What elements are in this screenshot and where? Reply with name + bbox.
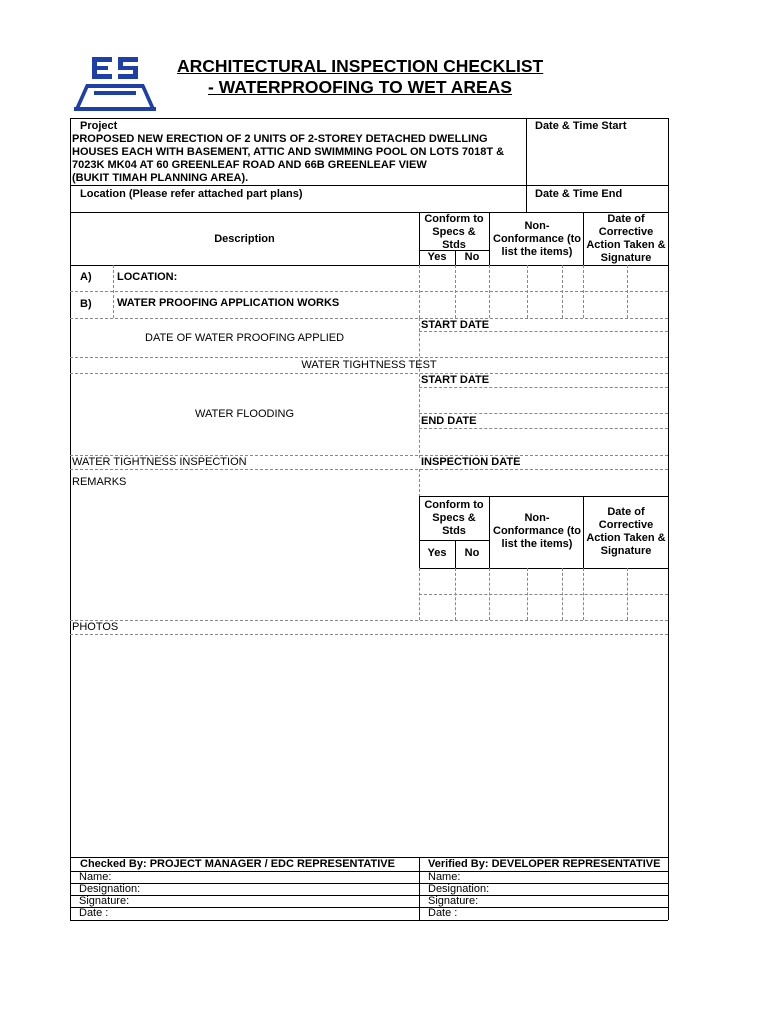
photos-label: PHOTOS [72, 621, 119, 633]
date-time-start-label: Date & Time Start [535, 120, 627, 132]
row-a-text: LOCATION: [117, 271, 178, 283]
title-line-1: ARCHITECTURAL INSPECTION CHECKLIST [177, 56, 544, 76]
water-flooding-label: WATER FLOODING [195, 408, 294, 420]
nonconformance-header: Non-Conformance (to list the items) [493, 220, 581, 258]
row-b-label: B) [80, 298, 92, 310]
project-line-4: (BUKIT TIMAH PLANNING AREA). [72, 172, 249, 184]
date-time-end-label: Date & Time End [535, 188, 623, 200]
start-date-2-label: START DATE [421, 374, 490, 386]
checked-designation: Designation: [79, 883, 141, 895]
project-line-1: PROPOSED NEW ERECTION OF 2 UNITS OF 2-STOREY DETACHED DWELLING [72, 133, 488, 145]
project-label: Project [80, 120, 118, 132]
corrective-header-2: Date of Corrective Action Taken & Signature [586, 506, 666, 557]
end-date-label: END DATE [421, 415, 477, 427]
company-logo [72, 55, 158, 113]
conform-header: Conform to Specs & Stds [424, 213, 484, 251]
no-header-2: No [464, 547, 480, 559]
tightness-test-label: WATER TIGHTNESS TEST [301, 359, 437, 371]
remarks-label: REMARKS [72, 476, 127, 488]
row-a-label: A) [80, 271, 92, 283]
verified-by-label: Verified By: DEVELOPER REPRESENTATIVE [428, 858, 661, 870]
checked-name: Name: [79, 871, 112, 883]
corrective-header: Date of Corrective Action Taken & Signature [586, 213, 666, 264]
verified-name: Name: [428, 871, 461, 883]
description-header: Description [214, 233, 275, 245]
start-date-label: START DATE [421, 319, 490, 331]
inspection-date-label: INSPECTION DATE [421, 456, 521, 468]
tightness-inspection-label: WATER TIGHTNESS INSPECTION [72, 456, 247, 468]
project-line-2: HOUSES EACH WITH BASEMENT, ATTIC AND SWIMMING POOL ON LOTS 7018T & [72, 146, 505, 158]
date-applied-label: DATE OF WATER PROOFING APPLIED [145, 332, 345, 344]
location-label: Location (Please refer attached part plans) [80, 188, 303, 200]
verified-signature: Signature: [428, 895, 479, 907]
verified-date: Date : [428, 907, 458, 919]
yes-header-2: Yes [427, 547, 447, 559]
no-header: No [464, 251, 480, 263]
checked-by-label: Checked By: PROJECT MANAGER / EDC REPRESENTATIVE [80, 858, 395, 870]
yes-header: Yes [427, 251, 447, 263]
checked-date: Date : [79, 907, 109, 919]
conform-header-2: Conform to Specs & Stds [424, 499, 484, 537]
project-line-3: 7023K MK04 AT 60 GREENLEAF ROAD AND 66B GREENLEAF VIEW [72, 159, 427, 171]
verified-designation: Designation: [428, 883, 490, 895]
row-b-text: WATER PROOFING APPLICATION WORKS [117, 297, 340, 309]
title-line-2: - WATERPROOFING TO WET AREAS [208, 77, 512, 97]
checked-signature: Signature: [79, 895, 130, 907]
nonconformance-header-2: Non-Conformance (to list the items) [493, 512, 581, 550]
